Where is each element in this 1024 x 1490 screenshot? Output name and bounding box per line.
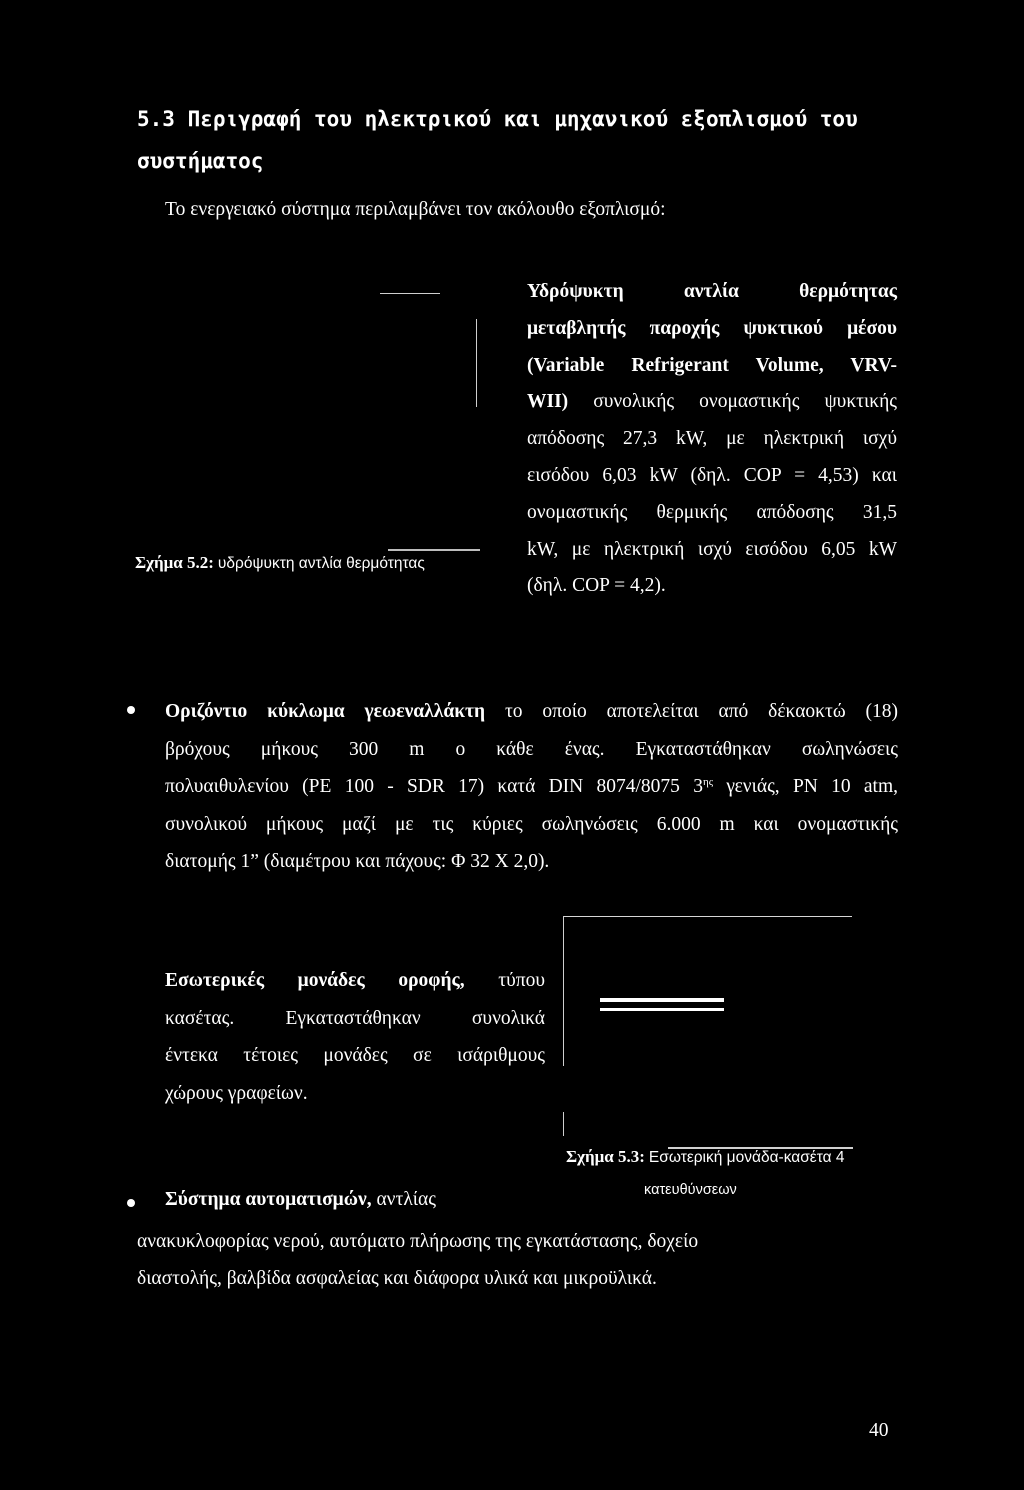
indoor-units-line4: χώρους γραφείων. [165, 1082, 308, 1104]
indoor-units-line3: έντεκα τέτοιες μονάδες σε ισάριθμους [165, 1045, 545, 1066]
heat-pump-line4-a: WII) [527, 391, 569, 413]
section-heading-line2: συστήματος [137, 149, 264, 173]
heat-pump-line7: ονομαστικής θερμικής απόδοσης 31,5 [527, 501, 897, 523]
ground-loop-line3 [165, 768, 898, 806]
figure-5-3-image [558, 912, 858, 1162]
ground-loop-description [165, 693, 898, 881]
ground-loop-line1 [165, 693, 898, 731]
heat-pump-line5: απόδοσης 27,3 kW, με ηλεκτρική ισχύ [527, 428, 897, 450]
automation-line2: ανακυκλοφορίας νερού, αυτόματο πλήρωσης της εγκατάστασης, δοχείο [137, 1231, 699, 1252]
ground-loop-line4: συνολικού μήκους μαζί με τις κύριες σωληνώσεις 6.000 m και ονομαστικής [165, 813, 898, 835]
figure-5-3-caption-l2: κατευθύνσεων [644, 1182, 737, 1198]
figure-right-rule [476, 319, 477, 407]
indoor-units-description [165, 962, 545, 1112]
heat-pump-line9: (δηλ. COP = 4,2). [527, 575, 666, 597]
heat-pump-line1-c: θερμότητας [799, 281, 897, 302]
heat-pump-line6: εισόδου 6,03 kW (δηλ. COP = 4,53) και [527, 464, 897, 486]
figure-5-3-bar-upper [600, 998, 724, 1002]
figure-5-2-caption [135, 553, 425, 573]
indoor-units-line1-rest: τύπου [498, 970, 545, 991]
figure-5-2-caption-text: υδρόψυκτη αντλία θερμότητας [217, 555, 425, 572]
section-heading [137, 106, 907, 174]
heat-pump-line4 [527, 384, 897, 421]
ground-loop-line5: διατομής 1” (διαμέτρου και πάχους: Φ 32 Χ 2,0). [165, 851, 550, 872]
automation-line1-rest: αντλίας [376, 1189, 436, 1210]
heat-pump-description [527, 274, 897, 605]
figure-5-3-label: Σχήμα 5.3: [566, 1147, 645, 1166]
ground-loop-line3-a [165, 776, 713, 797]
ground-loop-line2: βρόχους μήκους 300 m ο κάθε ένας. Εγκαταστάθηκαν σωληνώσεις [165, 738, 898, 760]
heat-pump-line8: kW, με ηλεκτρική ισχύ εισόδου 6,05 kW [527, 538, 897, 560]
figure-top-rule [380, 293, 440, 294]
ground-loop-line3-sup: ης [702, 776, 714, 788]
figure-5-3-left-rule [563, 916, 564, 1066]
figure-5-3-top-rule [564, 916, 852, 917]
heat-pump-line3: (Variable Refrigerant Volume, VRV- [527, 354, 897, 376]
heat-pump-line1-b: αντλία [683, 281, 739, 302]
bullet-ground-loop [127, 706, 135, 714]
heat-pump-line1 [527, 274, 897, 311]
figure-5-2-image [380, 285, 480, 570]
figure-5-3-bar-lower [600, 1008, 724, 1011]
indoor-units-line1 [165, 962, 545, 1000]
automation-line1 [165, 1189, 436, 1211]
automation-line1-bold: Σύστημα αυτοματισμών, [165, 1189, 372, 1210]
figure-bottom-rule [388, 549, 480, 551]
figure-5-3-caption-l1: Εσωτερική μονάδα-κασέτα 4 [648, 1149, 845, 1166]
ground-loop-line1-rest: το οποίο αποτελείται από δέκαοκτώ (18) [504, 701, 899, 722]
heat-pump-line1-a: Υδρόψυκτη [527, 281, 624, 302]
bullet-automation [127, 1199, 135, 1207]
automation-line3: διαστολής, βαλβίδα ασφαλείας και διάφορα υλικά και μικροϋλικά. [137, 1268, 657, 1289]
indoor-units-line2: κασέτας. Εγκαταστάθηκαν συνολικά [165, 1007, 545, 1029]
ground-loop-line3-text: πολυαιθυλενίου (PE 100 - SDR 17) κατά DIN 8074/8075 3 [165, 776, 703, 797]
figure-5-3-left-rule-lower [563, 1112, 564, 1136]
figure-5-2-label: Σχήμα 5.2: [135, 553, 214, 572]
intro-text: Το ενεργειακό σύστημα περιλαμβάνει τον ακόλουθο εξοπλισμό: [165, 199, 666, 220]
indoor-units-line1-bold: Εσωτερικές μονάδες οροφής, [165, 970, 465, 991]
page-number: 40 [869, 1420, 889, 1441]
section-heading-line1: 5.3 Περιγραφή του ηλεκτρικού και μηχανικού εξοπλισμού του [137, 107, 858, 131]
heat-pump-line4-b: συνολικής ονομαστικής ψυκτικής [593, 391, 897, 413]
figure-5-3-caption [566, 1147, 844, 1167]
ground-loop-line1-bold: Οριζόντιο κύκλωμα γεωεναλλάκτη [165, 701, 486, 722]
heat-pump-line2: μεταβλητής παροχής ψυκτικού μέσου [527, 317, 897, 339]
ground-loop-line3-b: γενιάς, PN 10 atm, [726, 776, 899, 797]
